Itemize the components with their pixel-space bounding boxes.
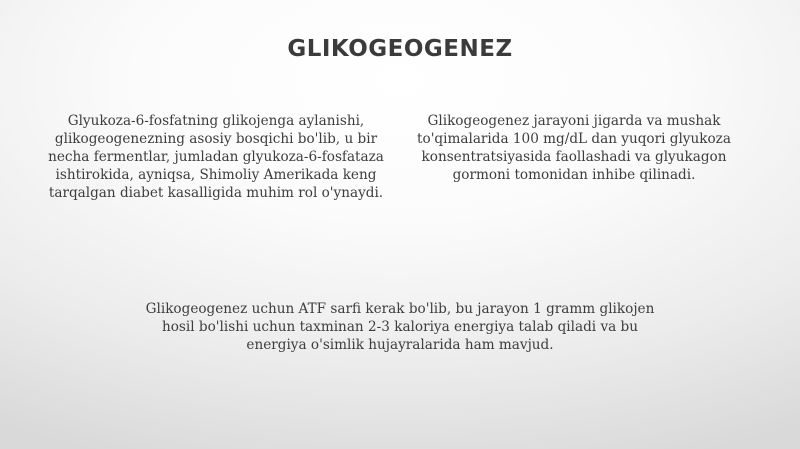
text-block-left: Glyukoza-6-fosfatning glikojenga aylanishi, glikogeogenezning asosiy bosqichi bo'lib, u bir necha fermentlar, jumladan glyukoza-6-fosfataza ishtirokida, ayniqsa, Shimoliy Amerikada keng tarqalgan diabet kasalligida muhim rol o'ynaydi. [48, 113, 384, 201]
text-block-bottom: Glikogeogenez uchun ATF sarfi kerak bo'lib, bu jarayon 1 gramm glikojen hosil bo'lishi uchun taxminan 2-3 kaloriya energiya talab qiladi va bu energiya o'simlik hujayralarida ham mavjud. [145, 301, 655, 353]
text-block-right: Glikogeogenez jarayoni jigarda va mushak to'qimalarida 100 mg/dL dan yuqori glyukoza konsentratsiyasida faollashadi va glyukagon gormoni tomonidan inhibe qilinadi. [417, 113, 731, 183]
slide-title: GLIKOGEOGENEZ [287, 36, 513, 62]
